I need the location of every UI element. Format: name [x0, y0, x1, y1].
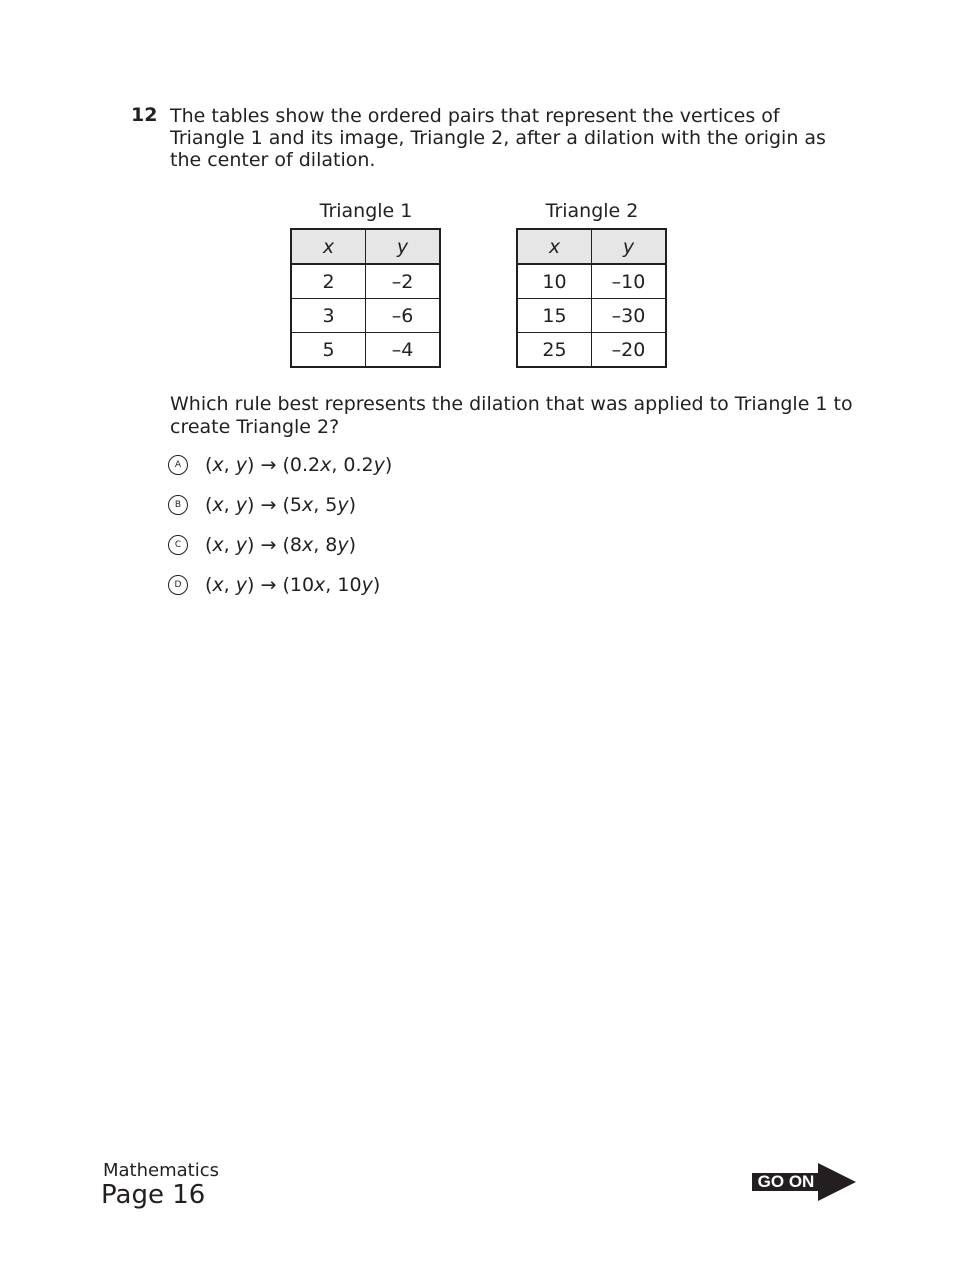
table-cell: –4 [366, 333, 441, 368]
column-header-y: y [592, 229, 667, 264]
table-caption-triangle-2: Triangle 2 [545, 200, 639, 222]
answer-choice-d[interactable] [168, 572, 392, 612]
question-number: 12 [131, 104, 158, 126]
answer-choice-a[interactable] [168, 452, 392, 492]
footer-page-number: Page 16 [101, 1180, 206, 1210]
table-row [517, 333, 666, 368]
go-on-indicator [752, 1163, 856, 1201]
answer-choice-c[interactable] [168, 532, 392, 572]
table-cell: –10 [592, 264, 667, 299]
go-on-label: GO ON [752, 1173, 820, 1191]
table-row [291, 264, 440, 299]
table-row [517, 299, 666, 333]
table-cell: 2 [291, 264, 366, 299]
choice-rule-d: (x, y) → (10x, 10y) [205, 574, 381, 596]
vertex-table-triangle-1 [290, 228, 441, 368]
question-prompt: Which rule best represents the dilation that was applied to Triangle 1 to create Triangle 2? [170, 393, 853, 438]
table-cell: –6 [366, 299, 441, 333]
column-header-x: x [517, 229, 592, 264]
answer-bubble-d[interactable]: D [168, 575, 188, 595]
column-header-x: x [291, 229, 366, 264]
column-header-y: y [366, 229, 441, 264]
table-header-row [517, 229, 666, 264]
table-caption-triangle-1: Triangle 1 [319, 200, 413, 222]
choice-rule-a: (x, y) → (0.2x, 0.2y) [205, 454, 393, 476]
answer-bubble-b[interactable]: B [168, 495, 188, 515]
choice-rule-c: (x, y) → (8x, 8y) [205, 534, 357, 556]
right-arrow-icon [818, 1163, 856, 1201]
answer-bubble-c[interactable]: C [168, 535, 188, 555]
answer-choice-b[interactable] [168, 492, 392, 532]
vertex-table-triangle-2 [516, 228, 667, 368]
footer-subject: Mathematics [103, 1160, 219, 1181]
table-cell: –2 [366, 264, 441, 299]
table-cell: –30 [592, 299, 667, 333]
table-cell: 25 [517, 333, 592, 368]
table-cell: 10 [517, 264, 592, 299]
table-header-row [291, 229, 440, 264]
table-cell: 5 [291, 333, 366, 368]
choice-rule-b: (x, y) → (5x, 5y) [205, 494, 357, 516]
table-row [291, 299, 440, 333]
table-cell: –20 [592, 333, 667, 368]
answer-choices [168, 452, 392, 612]
table-row [517, 264, 666, 299]
table-cell: 3 [291, 299, 366, 333]
table-cell: 15 [517, 299, 592, 333]
table-row [291, 333, 440, 368]
question-stem: The tables show the ordered pairs that represent the vertices of Triangle 1 and its image, Triangle 2, after a dilation with the origin as the center of dilation. [170, 105, 826, 171]
answer-bubble-a[interactable]: A [168, 455, 188, 475]
